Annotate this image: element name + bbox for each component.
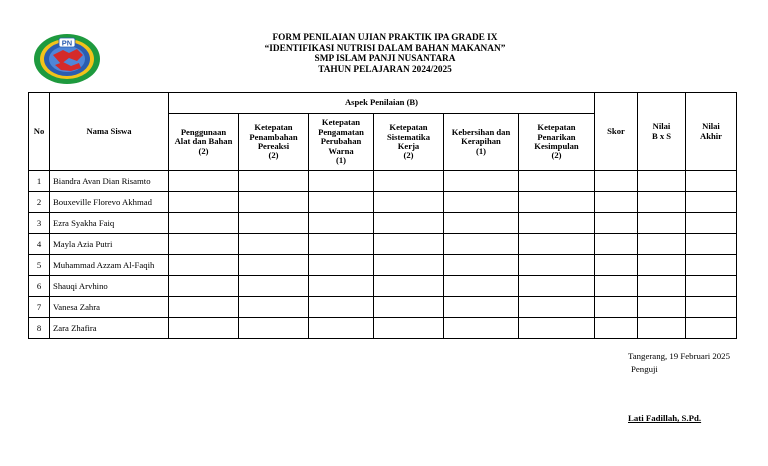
header-final-value <box>686 93 737 171</box>
aspect-label-line: Alat dan Bahan <box>174 136 233 147</box>
score-cell <box>169 255 239 276</box>
score-cell <box>686 297 737 318</box>
score-cell <box>519 192 595 213</box>
score-cell <box>374 297 444 318</box>
score-cell <box>239 318 309 339</box>
form-title: FORM PENILAIAN UJIAN PRAKTIK IPA GRADE IX <box>272 33 498 43</box>
score-cell <box>444 276 519 297</box>
aspect-label-line: Kerja <box>397 141 420 151</box>
row-number: 4 <box>29 234 50 255</box>
score-cell <box>309 234 374 255</box>
form-subtitle: “IDENTIFIKASI NUTRISI DALAM BAHAN MAKANAN” <box>264 43 506 54</box>
score-cell <box>374 255 444 276</box>
school-logo-icon <box>33 33 101 85</box>
score-cell <box>444 255 519 276</box>
row-number: 1 <box>29 171 50 192</box>
score-cell <box>169 192 239 213</box>
row-number: 7 <box>29 297 50 318</box>
table-row <box>29 276 737 297</box>
score-cell <box>638 192 686 213</box>
score-cell <box>686 171 737 192</box>
score-cell <box>239 297 309 318</box>
score-cell <box>309 276 374 297</box>
header-aspect-5 <box>444 114 519 171</box>
score-cell <box>638 213 686 234</box>
header-value-bxs-line2: B x S <box>651 130 672 141</box>
score-cell <box>169 234 239 255</box>
student-name: Muhammad Azzam Al-Faqih <box>50 255 169 276</box>
aspect-label-line: (2) <box>551 150 562 161</box>
header-value-bxs <box>638 93 686 171</box>
logo-text: PN <box>61 38 73 48</box>
score-cell <box>519 297 595 318</box>
score-cell <box>309 318 374 339</box>
aspect-label-line: Kebersihan dan <box>451 126 511 137</box>
score-cell <box>444 192 519 213</box>
aspect-label-line: (2) <box>403 150 414 161</box>
assessment-table <box>28 92 737 339</box>
aspect-label-line: Ketepatan <box>389 122 428 133</box>
student-name: Shauqi Arvhino <box>50 276 169 297</box>
aspect-label-line: Kesimpulan <box>534 141 579 151</box>
table-row <box>29 171 737 192</box>
aspect-label-line: Penambahan <box>249 131 298 142</box>
score-cell <box>169 318 239 339</box>
score-cell <box>169 297 239 318</box>
school-name: SMP ISLAM PANJI NUSANTARA <box>314 54 456 65</box>
aspect-label-line: (2) <box>268 150 279 161</box>
score-cell <box>519 255 595 276</box>
signature-place-date: Tangerang, 19 Februari 2025 <box>628 351 730 361</box>
aspect-label-line: Pengamatan <box>318 126 364 137</box>
signature-name: Lati Fadillah, S.Pd. <box>628 413 702 423</box>
header-score: Skor <box>595 93 638 171</box>
student-name: Bouxeville Florevo Akhmad <box>50 192 169 213</box>
score-cell <box>686 318 737 339</box>
row-number: 2 <box>29 192 50 213</box>
header-aspect-4 <box>374 114 444 171</box>
table-row <box>29 234 737 255</box>
aspect-label-line: (1) <box>335 155 347 166</box>
score-cell <box>169 276 239 297</box>
score-cell <box>519 318 595 339</box>
score-cell <box>638 234 686 255</box>
aspect-label-line: (1) <box>475 145 487 156</box>
score-cell <box>444 171 519 192</box>
score-cell <box>595 171 638 192</box>
row-number: 3 <box>29 213 50 234</box>
score-cell <box>595 318 638 339</box>
score-cell <box>638 297 686 318</box>
score-cell <box>444 318 519 339</box>
score-cell <box>519 234 595 255</box>
aspect-label-line: Warna <box>328 145 354 156</box>
header-assessment-aspects: Aspek Penilaian (B) <box>169 93 595 114</box>
score-cell <box>686 192 737 213</box>
aspect-label-line: Penarikan <box>537 131 576 142</box>
score-cell <box>444 234 519 255</box>
score-cell <box>374 318 444 339</box>
score-cell <box>638 171 686 192</box>
header-student-name: Nama Siswa <box>50 93 169 171</box>
score-cell <box>239 213 309 234</box>
score-cell <box>686 234 737 255</box>
score-cell <box>239 276 309 297</box>
score-cell <box>595 234 638 255</box>
score-cell <box>374 213 444 234</box>
aspect-label-line: Pereaksi <box>257 141 290 151</box>
score-cell <box>519 276 595 297</box>
student-name: Mayla Azia Putri <box>50 234 169 255</box>
score-cell <box>686 276 737 297</box>
header-aspect-6 <box>519 114 595 171</box>
row-number: 6 <box>29 276 50 297</box>
academic-year: TAHUN PELAJARAN 2024/2025 <box>318 64 452 75</box>
header-aspect-3 <box>309 114 374 171</box>
table-row <box>29 192 737 213</box>
score-cell <box>686 255 737 276</box>
score-cell <box>595 255 638 276</box>
score-cell <box>519 171 595 192</box>
score-cell <box>239 234 309 255</box>
student-name: Vanesa Zahra <box>50 297 169 318</box>
score-cell <box>309 213 374 234</box>
score-cell <box>595 213 638 234</box>
score-cell <box>169 171 239 192</box>
header-aspect-1 <box>169 114 239 171</box>
student-name: Ezra Syakha Faiq <box>50 213 169 234</box>
signature-role: Penguji <box>631 364 658 374</box>
table-row <box>29 318 737 339</box>
school-logo <box>33 33 101 85</box>
score-cell <box>374 171 444 192</box>
score-cell <box>686 213 737 234</box>
score-cell <box>519 213 595 234</box>
aspect-label-line: Perubahan <box>320 136 362 147</box>
student-name: Biandra Avan Dian Risamto <box>50 171 169 192</box>
aspect-label-line: Ketepatan <box>321 117 361 128</box>
score-cell <box>309 192 374 213</box>
header-no: No <box>29 93 50 171</box>
score-cell <box>239 171 309 192</box>
score-cell <box>595 276 638 297</box>
score-cell <box>239 192 309 213</box>
score-cell <box>595 297 638 318</box>
score-cell <box>374 192 444 213</box>
table-row <box>29 255 737 276</box>
aspect-label-line: Sistematika <box>387 131 430 142</box>
score-cell <box>309 171 374 192</box>
aspect-label-line: Kerapihan <box>461 136 501 147</box>
header-aspect-2 <box>239 114 309 171</box>
row-number: 8 <box>29 318 50 339</box>
header-value-bxs-line1: Nilai <box>652 121 671 132</box>
table-row <box>29 213 737 234</box>
row-number: 5 <box>29 255 50 276</box>
student-name: Zara Zhafira <box>50 318 169 339</box>
score-cell <box>309 255 374 276</box>
score-cell <box>444 213 519 234</box>
aspect-label-line: (2) <box>198 145 209 156</box>
student-rows <box>29 171 737 339</box>
score-cell <box>239 255 309 276</box>
score-cell <box>595 192 638 213</box>
table-row <box>29 297 737 318</box>
score-cell <box>444 297 519 318</box>
aspect-label-line: Ketepatan <box>254 122 293 133</box>
score-cell <box>374 234 444 255</box>
score-cell <box>309 297 374 318</box>
score-cell <box>638 318 686 339</box>
aspect-label-line: Penggunaan <box>180 126 227 137</box>
form-header <box>200 33 570 75</box>
score-cell <box>638 255 686 276</box>
header-final-value-line2: Akhir <box>700 130 722 141</box>
aspect-label-line: Ketepatan <box>537 122 576 133</box>
score-cell <box>374 276 444 297</box>
score-cell <box>638 276 686 297</box>
header-final-value-line1: Nilai <box>702 121 720 132</box>
score-cell <box>169 213 239 234</box>
